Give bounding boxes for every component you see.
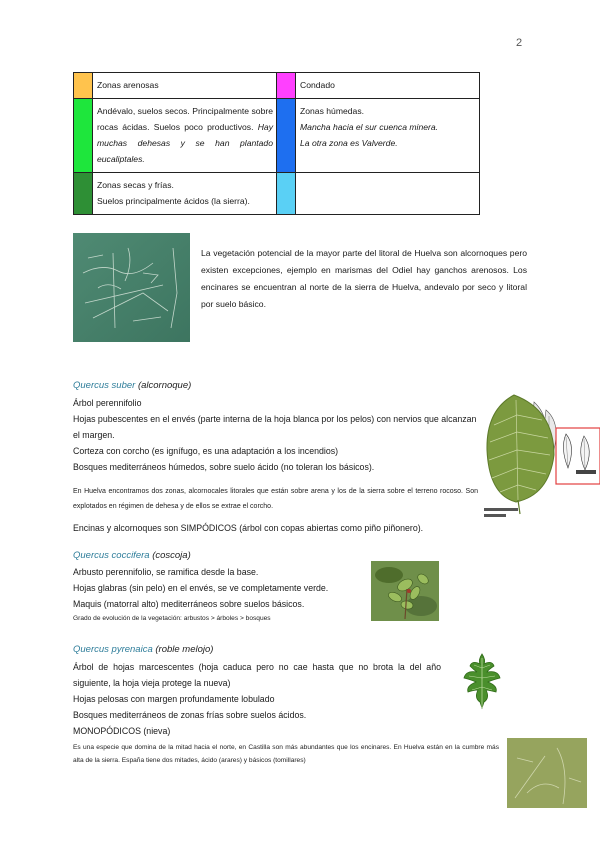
pyrenaica-line: Hojas pelosas con margen profundamente lobulado	[73, 694, 275, 704]
suber-line: Árbol perennifolio	[73, 398, 142, 408]
table-row	[74, 99, 480, 173]
suber-heading	[73, 380, 191, 391]
color-swatch-condado	[277, 73, 296, 99]
coccifera-line: Maquis (matorral alto) mediterráneos sobre suelos básicos.	[73, 599, 305, 609]
species-name: Quercus suber	[73, 380, 136, 391]
common-name: (roble melojo)	[155, 644, 214, 655]
species-name: Quercus pyrenaica	[73, 644, 153, 655]
pyrenaica-line: Árbol de hojas marcescentes (hoja caduca pero no cae hasta que no brota la del año siguiente, la hoja vieja protege la nueva)	[73, 662, 441, 688]
species-name: Quercus coccifera	[73, 550, 150, 561]
pyrenaica-leaf-image	[460, 652, 504, 710]
coccifera-line: Arbusto perennifolio, se ramifica desde la base.	[73, 567, 259, 577]
table-row	[74, 173, 480, 215]
suber-note: En Huelva encontramos dos zonas, alcornocales litorales que están sobre arena y los de la sierra sobre el terreno rocoso. Son explotados en régimen de dehesa y de ellos se extrae el corcho.	[73, 488, 478, 510]
wall-photo	[507, 738, 587, 808]
intro-paragraph: La vegetación potencial de la mayor parte del litoral de Huelva son alcornoques pero existen excepciones, ejemplo en marismas del Odiel hay ganchos arenosos. Los encinares se encuentran al norte de la sierra de Huelva, andevalo por seco y litoral por suelo básico.	[201, 248, 527, 309]
zone-cell-sandy: Zonas arenosas	[93, 73, 277, 99]
zone-cell-condado: Condado	[296, 73, 480, 99]
common-name: (coscoja)	[152, 550, 191, 561]
table-row	[74, 73, 480, 99]
coccifera-photo	[371, 561, 439, 621]
blackboard-photo	[73, 233, 190, 342]
zones-table	[73, 72, 480, 215]
suber-line: Corteza con corcho (es ignífugo, es una adaptación a los incendios)	[73, 446, 339, 456]
coccifera-line: Hojas glabras (sin pelo) en el envés, se ve completamente verde.	[73, 583, 329, 593]
color-swatch-blank	[277, 173, 296, 215]
zone-cell-andevalo: Andévalo, suelos secos. Principalmente sobre rocas ácidas. Suelos poco productivos. Hay muchas dehesas y se han plantado eucaliptales.	[93, 99, 277, 173]
pyrenaica-heading	[73, 644, 213, 655]
color-swatch-sierra	[74, 173, 93, 215]
color-swatch-sandy	[74, 73, 93, 99]
color-swatch-humid	[277, 99, 296, 173]
zone-cell-humid: Zonas húmedas. Mancha hacia el sur cuenca minera. La otra zona es Valverde.	[296, 99, 480, 173]
suber-line: Hojas pubescentes en el envés (parte interna de la hoja blanca por los pelos) con nervios que alcanzan el margen.	[73, 414, 477, 440]
common-name: (alcornoque)	[137, 380, 192, 391]
zone-cell-sierra: Zonas secas y frías. Suelos principalmente ácidos (la sierra).	[93, 173, 277, 215]
zone-cell-empty	[296, 173, 480, 215]
coccifera-heading	[73, 550, 191, 561]
page-number: 2	[516, 37, 523, 49]
simpodicos-line: Encinas y alcornoques son SIMPÓDICOS (árbol con copas abiertas como piño piñonero).	[73, 523, 424, 533]
coccifera-note: Grado de evolución de la vegetación: arbustos > árboles > bosques	[73, 615, 271, 622]
suber-line: Bosques mediterráneos húmedos, sobre suelo ácido (no toleran los básicos).	[73, 462, 375, 472]
pyrenaica-note: Es una especie que domina de la mitad hacia el norte, en Castilla son más abundantes que los encinares. En Huelva están en la cumbre más alta de la sierra. España tiene dos mitades, ácido (arares) y básicos (tomillares)	[73, 744, 499, 764]
color-swatch-andevalo	[74, 99, 93, 173]
suber-leaf-image	[484, 390, 600, 520]
pyrenaica-line: Bosques mediterráneos de zonas frías sobre suelos ácidos.	[73, 710, 307, 720]
pyrenaica-line: MONOPÓDICOS (nieva)	[73, 726, 171, 736]
